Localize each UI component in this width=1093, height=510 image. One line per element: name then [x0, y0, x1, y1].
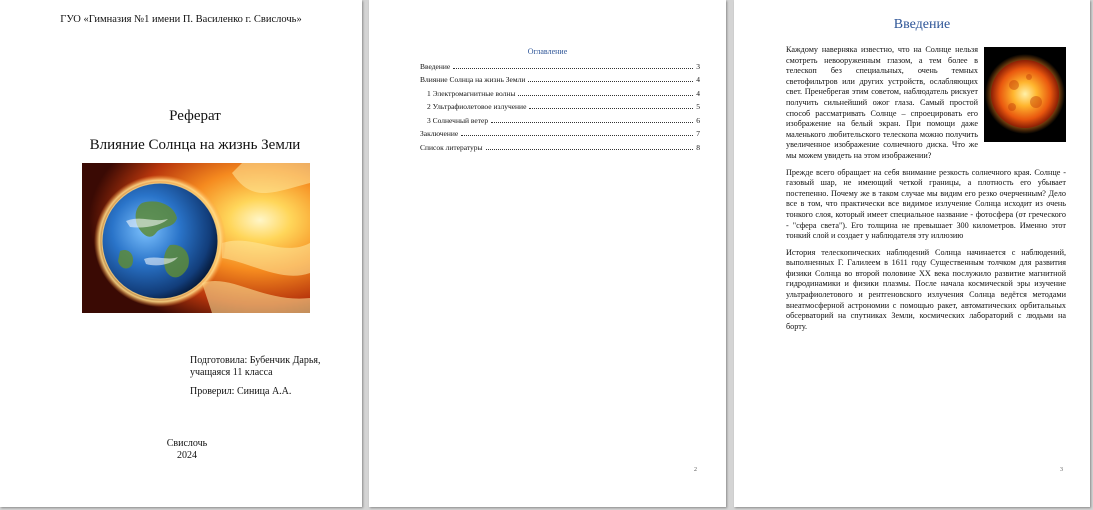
- toc-entry-page: 4: [696, 88, 700, 98]
- toc-entry-page: 8: [696, 142, 700, 152]
- intro-heading: Введение: [893, 17, 951, 32]
- toc-entry-title: Заключение: [420, 129, 459, 138]
- toc-heading: Оглавление: [527, 47, 568, 56]
- toc-entry-page: 7: [696, 129, 700, 138]
- toc-dot-leader: [528, 81, 693, 82]
- sun-image: [984, 47, 1066, 142]
- toc-entry[interactable]: [420, 57, 700, 71]
- toc-entry[interactable]: [420, 84, 700, 98]
- report-title: Влияние Солнца на жизнь Земли: [89, 137, 301, 153]
- supervisor: Проверил: Синица А.А.: [190, 386, 292, 397]
- author-class: учащаяся 11 класса: [190, 367, 273, 378]
- intro-paragraph-1-text: Каждому наверняка известно, что на Солнце нельзя смотреть невооруженным глазом, а тем более в телескоп без специальных, очень темных светофильтров или других устройств, ослабляющих свет. Пренебрегая этим советом, наблюдатель рискует получить сильнейший ожог глаза. Самый простой способ рассматривать Солнце – спроецировать его изображение на белый экран. При помощи даже маленького любительского телескопа можно получить увеличенное изображение солнечного диска. Что же мы можем увидеть на этом изображении?: [786, 45, 978, 160]
- toc-dot-leader: [529, 108, 693, 109]
- contents-page: [369, 0, 726, 507]
- intro-paragraph-1: [786, 45, 1066, 162]
- year: 2024: [177, 450, 197, 461]
- toc-entry[interactable]: [420, 111, 700, 125]
- toc-entry-title: 3 Солнечный ветер: [427, 115, 489, 125]
- city: Свислочь: [166, 438, 208, 449]
- toc-entry-title: Влияние Солнца на жизнь Земли: [420, 75, 526, 84]
- toc-entry[interactable]: [420, 138, 700, 152]
- toc-dot-leader: [491, 122, 693, 123]
- toc-entry[interactable]: [420, 98, 700, 112]
- page-number: 3: [1060, 467, 1063, 473]
- toc-dot-leader: [453, 68, 693, 69]
- table-of-contents: [420, 57, 700, 152]
- page-number: 2: [694, 467, 697, 473]
- intro-paragraph-2: Прежде всего обращает на себя внимание резкость солнечного края. Солнце - газовый шар, не имеющий четкой границы, а плотность его убывает постепенно. Почему же в таком случае мы видим его резко очерченным? Дело все в том, что практически все видимое излучение Солнца исходит из очень тонкого слоя, который имеет специальное название - фотосфера (от греческого - "сфера света"). Его толщина не превышает 300 километров. Именно этот тонкий слой и создает у наблюдателя эту иллюзию: [786, 167, 1066, 241]
- place-and-year: [152, 438, 222, 462]
- toc-entry-page: 3: [696, 61, 700, 71]
- toc-entry-title: 1 Электромагнитные волны: [427, 88, 516, 98]
- earth-sun-image: [82, 163, 310, 313]
- toc-entry-title: Введение: [420, 61, 451, 71]
- toc-entry-page: 6: [696, 115, 700, 125]
- title-page: [0, 0, 362, 507]
- author-name: Подготовила: Бубенчик Дарья,: [190, 355, 321, 366]
- school-name: ГУО «Гимназия №1 имени П. Василенко г. Свислочь»: [60, 14, 302, 25]
- toc-entry-title: 2 Ультрафиолетовое излучение: [427, 102, 527, 111]
- toc-entry[interactable]: [420, 125, 700, 139]
- toc-entry-page: 4: [696, 75, 700, 84]
- toc-entry[interactable]: [420, 71, 700, 85]
- intro-body: [786, 45, 1066, 338]
- toc-entry-title: Список литературы: [420, 142, 483, 152]
- toc-dot-leader: [518, 95, 693, 96]
- toc-entry-page: 5: [696, 102, 700, 111]
- intro-paragraph-3: История телескопических наблюдений Солнца начинается с наблюдений, выполненных Г. Галилеем в 1611 году Существенным толчком для развития физики Солнца во второй половине XX века послужило развитие магнитной гидродинамики и физики плазмы. После начала космической эры изучение ультрафиолетового и рентгеновского излучения Солнца ведётся методами внеатмосферной астрономии с помощью ракет, автоматических орбитальных обсерваторий на спутниках Земли, космических лабораторий с людьми на борту.: [786, 247, 1066, 331]
- genre-label: Реферат: [169, 108, 221, 124]
- introduction-page: [734, 0, 1090, 507]
- author-block: [190, 355, 350, 379]
- toc-dot-leader: [486, 149, 694, 150]
- toc-dot-leader: [461, 135, 693, 136]
